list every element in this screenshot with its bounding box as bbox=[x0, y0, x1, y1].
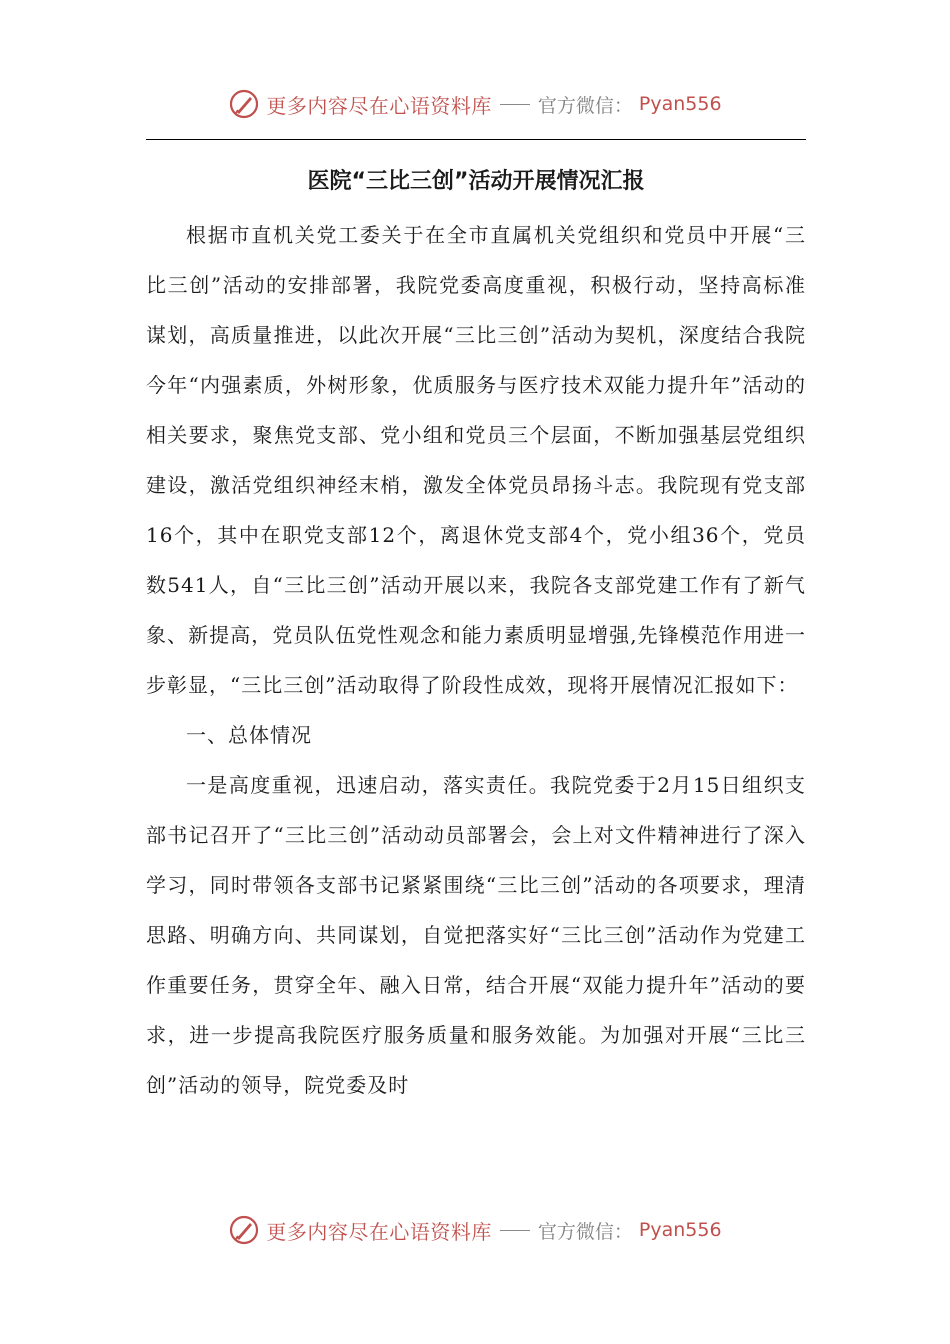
banner-text: 更多内容尽在心语资料库 bbox=[266, 1219, 492, 1244]
quill-logo-icon bbox=[228, 1214, 260, 1246]
paragraph: 根据市直机关党工委关于在全市直属机关党组织和党员中开展“三比三创”活动的安排部署，我院党委高度重视，积极行动，坚持高标准谋划，高质量推进，以此次开展“三比三创”活动为契机，深度结合我院今年“内强素质，外树形象，优质服务与医疗技术双能力提升年”活动的相关要求，聚焦党支部、党小组和党员三个层面，不断加强基层党组织建设，激活党组织神经末梢，激发全体党员昂扬斗志。我院现有党支部16个，其中在职党支部12个，离退休党支部4个，党小组36个，党员数541人，自“三比三创”活动开展以来，我院各支部党建工作有了新气象、新提高，党员队伍党性观念和能力素质明显增强,先锋模范作用进一步彰显，“三比三创”活动取得了阶段性成效，现将开展情况汇报如下： bbox=[146, 223, 806, 697]
quill-logo-icon bbox=[228, 88, 260, 120]
banner-divider bbox=[500, 104, 530, 105]
footer-banner bbox=[0, 1210, 950, 1250]
banner-wechat-id: Pyan556 bbox=[638, 93, 722, 115]
document-body bbox=[146, 210, 806, 1110]
banner-text: 更多内容尽在心语资料库 bbox=[266, 93, 492, 118]
banner-wechat-id: Pyan556 bbox=[638, 1219, 722, 1241]
paragraph: 一是高度重视，迅速启动，落实责任。我院党委于2月15日组织支部书记召开了“三比三创”活动动员部署会，会上对文件精神进行了深入学习，同时带领各支部书记紧紧围绕“三比三创”活动的各项要求，理清思路、明确方向、共同谋划，自觉把落实好“三比三创”活动作为党建工作重要任务，贯穿全年、融入日常，结合开展“双能力提升年”活动的要求，进一步提高我院医疗服务质量和服务效能。为加强对开展“三比三创”活动的领导，院党委及时 bbox=[146, 773, 806, 1097]
banner-wechat-label: 官方微信： bbox=[537, 94, 633, 117]
banner-wechat-label: 官方微信： bbox=[537, 1220, 633, 1243]
section-heading: 一、总体情况 bbox=[186, 723, 312, 747]
banner-divider bbox=[500, 1230, 530, 1231]
header-rule bbox=[146, 139, 806, 140]
document-title: 医院“三比三创”活动开展情况汇报 bbox=[307, 169, 645, 194]
header-banner bbox=[0, 84, 950, 124]
